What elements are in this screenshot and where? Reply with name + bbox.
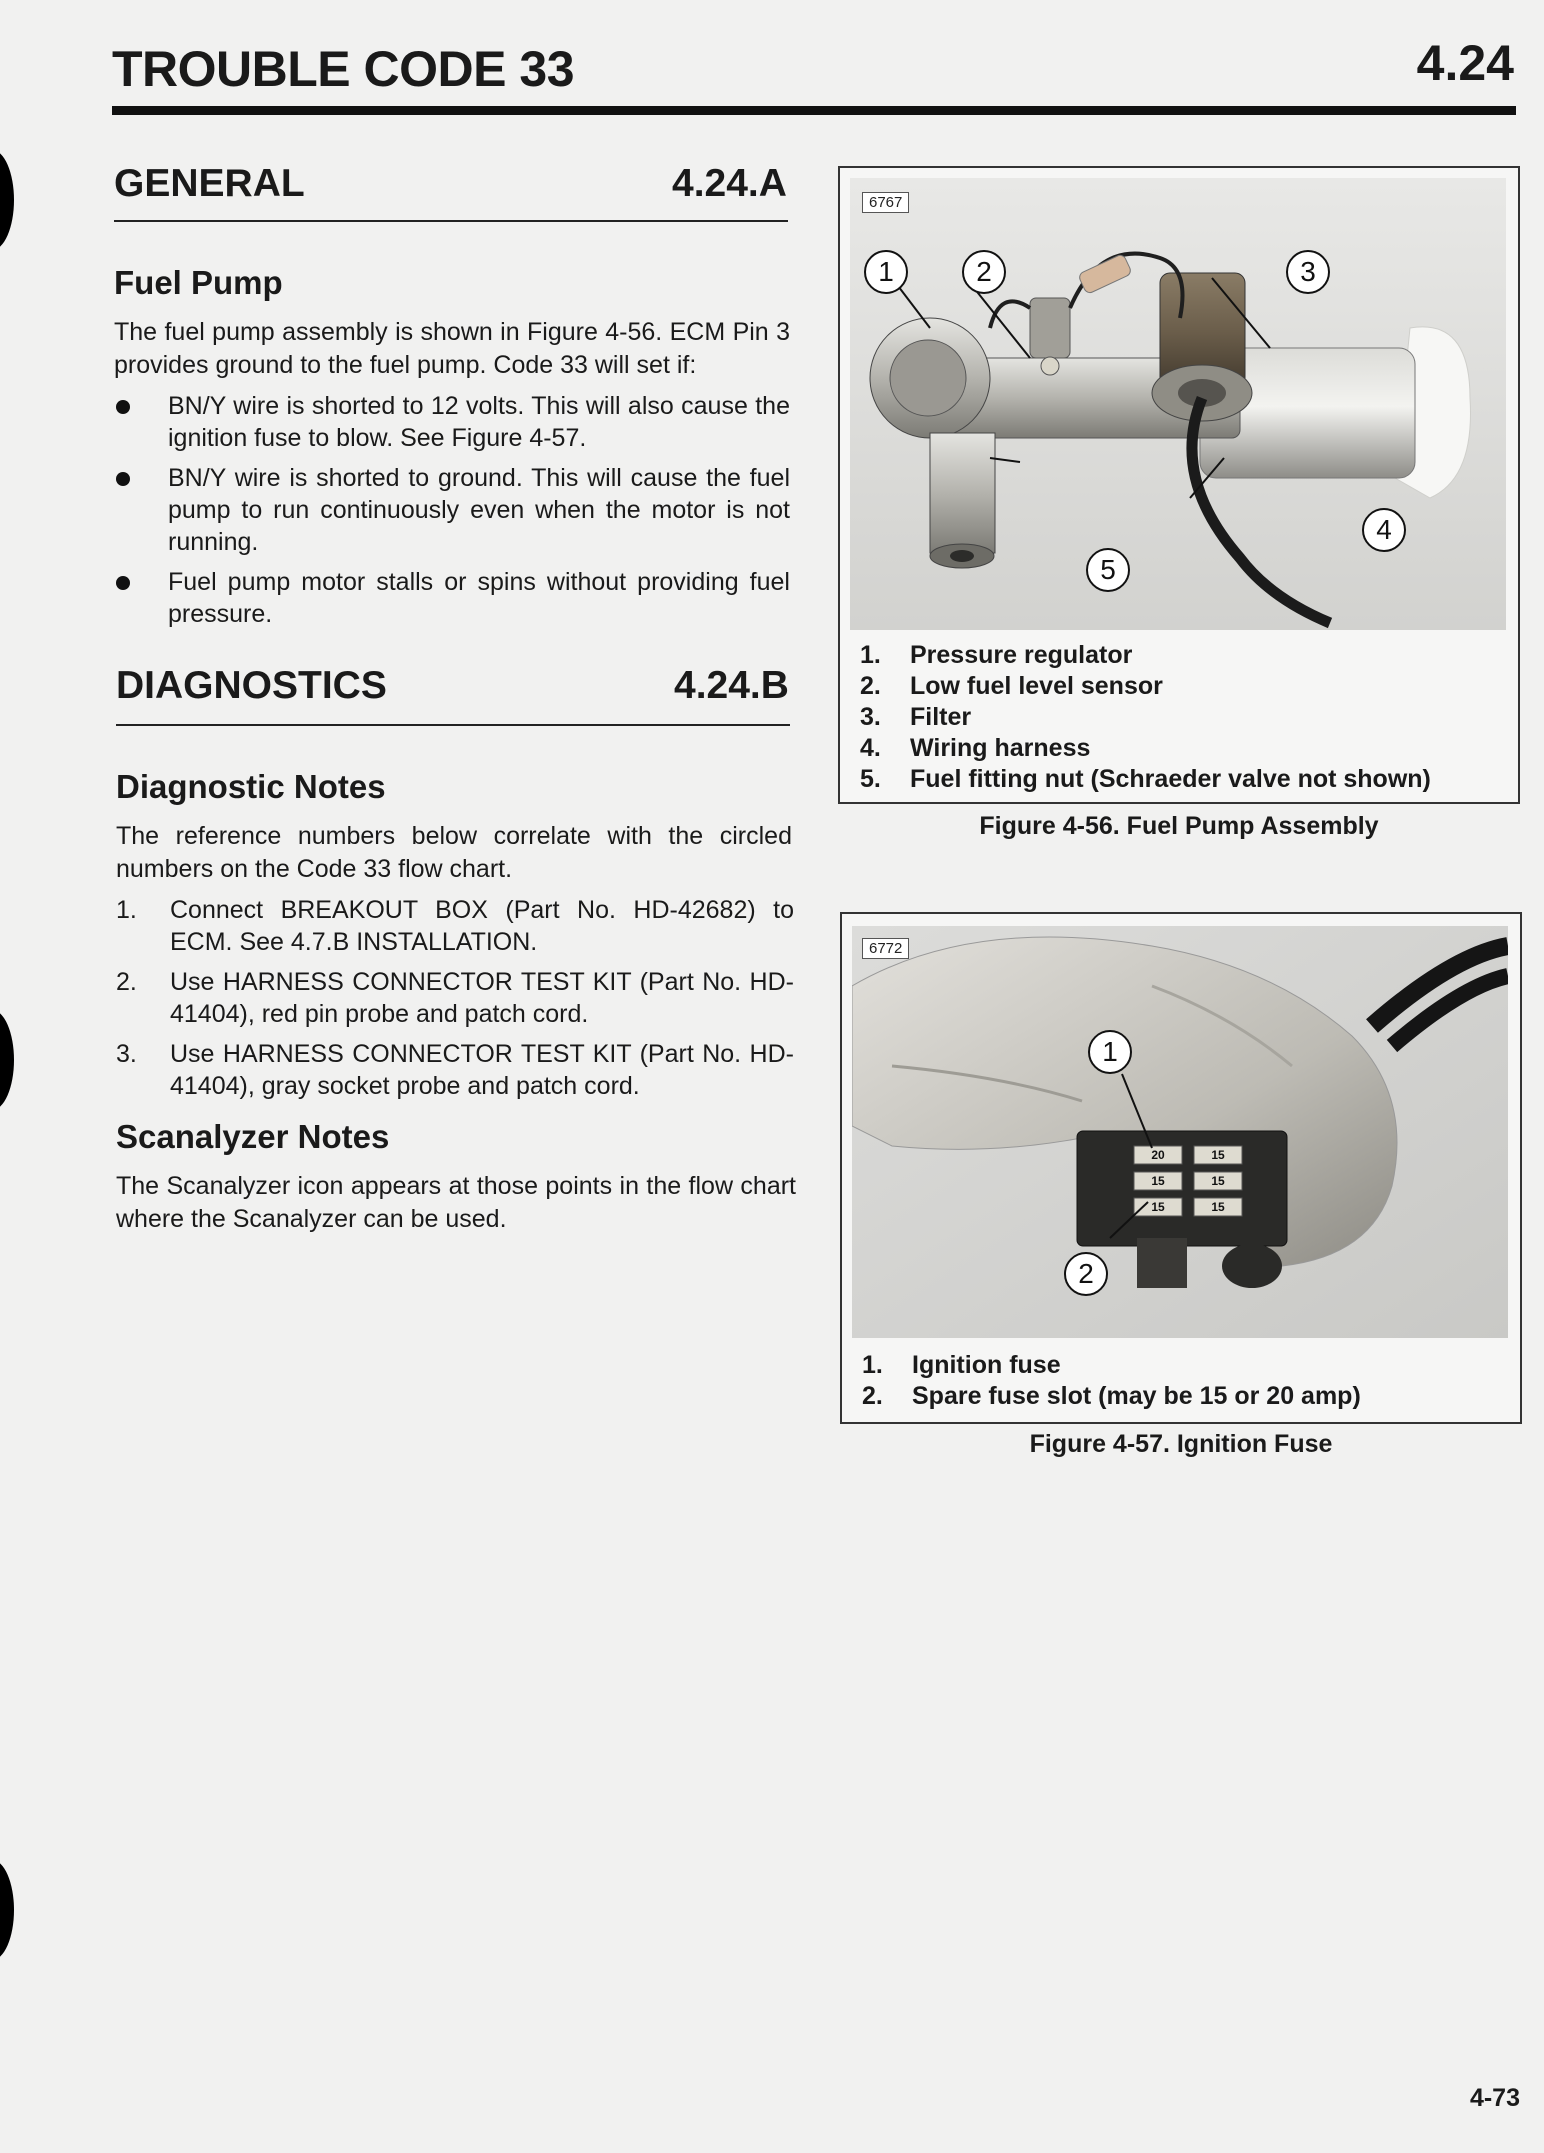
legend-item: 1. Ignition fuse [862, 1351, 1061, 1379]
scanalyzer-notes-heading: Scanalyzer Notes [116, 1118, 390, 1155]
legend-item: 1. Pressure regulator [860, 641, 1133, 669]
general-rule [114, 220, 788, 222]
page-number: 4-73 [1469, 2084, 1520, 2112]
callout-2: 2 [962, 250, 1006, 294]
list-item: 3. Use HARNESS CONNECTOR TEST KIT (Part No. HD-41404), gray socket probe and patch cord. [116, 1040, 794, 1100]
ignition-fuse-photo [852, 926, 1508, 1338]
bullet-icon [116, 472, 130, 486]
callout-4: 4 [1362, 508, 1406, 552]
list-item: BN/Y wire is shorted to 12 volts. This will also cause the ignition fuse to blow. See Figure 4-57. [114, 390, 790, 454]
diagnostic-notes-intro: The reference numbers below correlate with the circled numbers on the Code 33 flow chart. [116, 822, 792, 883]
fuel-pump-conditions-list [114, 390, 790, 638]
page-title: TROUBLE CODE 33 [112, 41, 575, 97]
fuel-pump-heading: Fuel Pump [114, 264, 283, 301]
fuse-label: 20 [1151, 1148, 1165, 1162]
figure-4-57-frame [840, 912, 1522, 1424]
legend-item: 5. Fuel fitting nut (Schraeder valve not shown) [860, 765, 1431, 793]
header-rule [112, 106, 1516, 115]
diagnostics-section-number: 4.24.B [674, 664, 789, 707]
photo-id-label: 6767 [862, 192, 909, 213]
legend-item: 4. Wiring harness [860, 734, 1091, 762]
callout-2: 2 [1064, 1252, 1108, 1296]
general-section-number: 4.24.A [672, 162, 787, 205]
callout-1: 1 [864, 250, 908, 294]
fuse-label: 15 [1211, 1174, 1225, 1188]
callout-5: 5 [1086, 548, 1130, 592]
legend-item: 2. Low fuel level sensor [860, 672, 1163, 700]
fuel-pump-photo [850, 178, 1506, 630]
figure-4-56-frame [838, 166, 1520, 804]
binding-hole-mark [0, 150, 14, 250]
figure-4-56-caption: Figure 4-56. Fuel Pump Assembly [979, 812, 1379, 840]
diagnostic-steps-list [116, 894, 794, 1110]
legend-item: 2. Spare fuse slot (may be 15 or 20 amp) [862, 1382, 1361, 1410]
list-item: Fuel pump motor stalls or spins without providing fuel pressure. [114, 566, 790, 630]
bullet-icon [116, 576, 130, 590]
section-number: 4.24 [1416, 35, 1514, 91]
diagnostics-rule [116, 724, 790, 726]
fuse-label: 15 [1151, 1174, 1165, 1188]
list-item: 2. Use HARNESS CONNECTOR TEST KIT (Part No. HD-41404), red pin probe and patch cord. [116, 968, 794, 1028]
figure-4-57-legend [862, 1350, 1361, 1412]
general-heading: GENERAL [114, 162, 305, 205]
list-item: BN/Y wire is shorted to ground. This will cause the fuel pump to run continuously even when the motor is not running. [114, 462, 790, 558]
ignition-fuse-illustration [852, 926, 1508, 1338]
figure-4-57-caption: Figure 4-57. Ignition Fuse [1029, 1430, 1333, 1458]
fuse-label: 15 [1151, 1200, 1165, 1214]
callout-1: 1 [1088, 1030, 1132, 1074]
fuse-label: 15 [1211, 1200, 1225, 1214]
fuel-pump-illustration [850, 178, 1506, 630]
legend-item: 3. Filter [860, 703, 972, 731]
list-item: 1. Connect BREAKOUT BOX (Part No. HD-42682) to ECM. See 4.7.B INSTALLATION. [116, 896, 794, 956]
figure-4-56-legend [860, 640, 1431, 795]
callout-3: 3 [1286, 250, 1330, 294]
binding-hole-mark [0, 1860, 14, 1960]
fuse-label: 15 [1211, 1148, 1225, 1162]
bullet-icon [116, 400, 130, 414]
photo-id-label: 6772 [862, 938, 909, 959]
fuel-pump-intro: The fuel pump assembly is shown in Figure 4-56. ECM Pin 3 provides ground to the fuel pump. Code 33 will set if: [114, 318, 790, 379]
binding-hole-mark [0, 1010, 14, 1110]
diagnostic-notes-heading: Diagnostic Notes [116, 768, 386, 805]
scanalyzer-notes-text: The Scanalyzer icon appears at those points in the flow chart where the Scanalyzer can be used. [116, 1172, 796, 1233]
diagnostics-heading: DIAGNOSTICS [116, 664, 387, 707]
